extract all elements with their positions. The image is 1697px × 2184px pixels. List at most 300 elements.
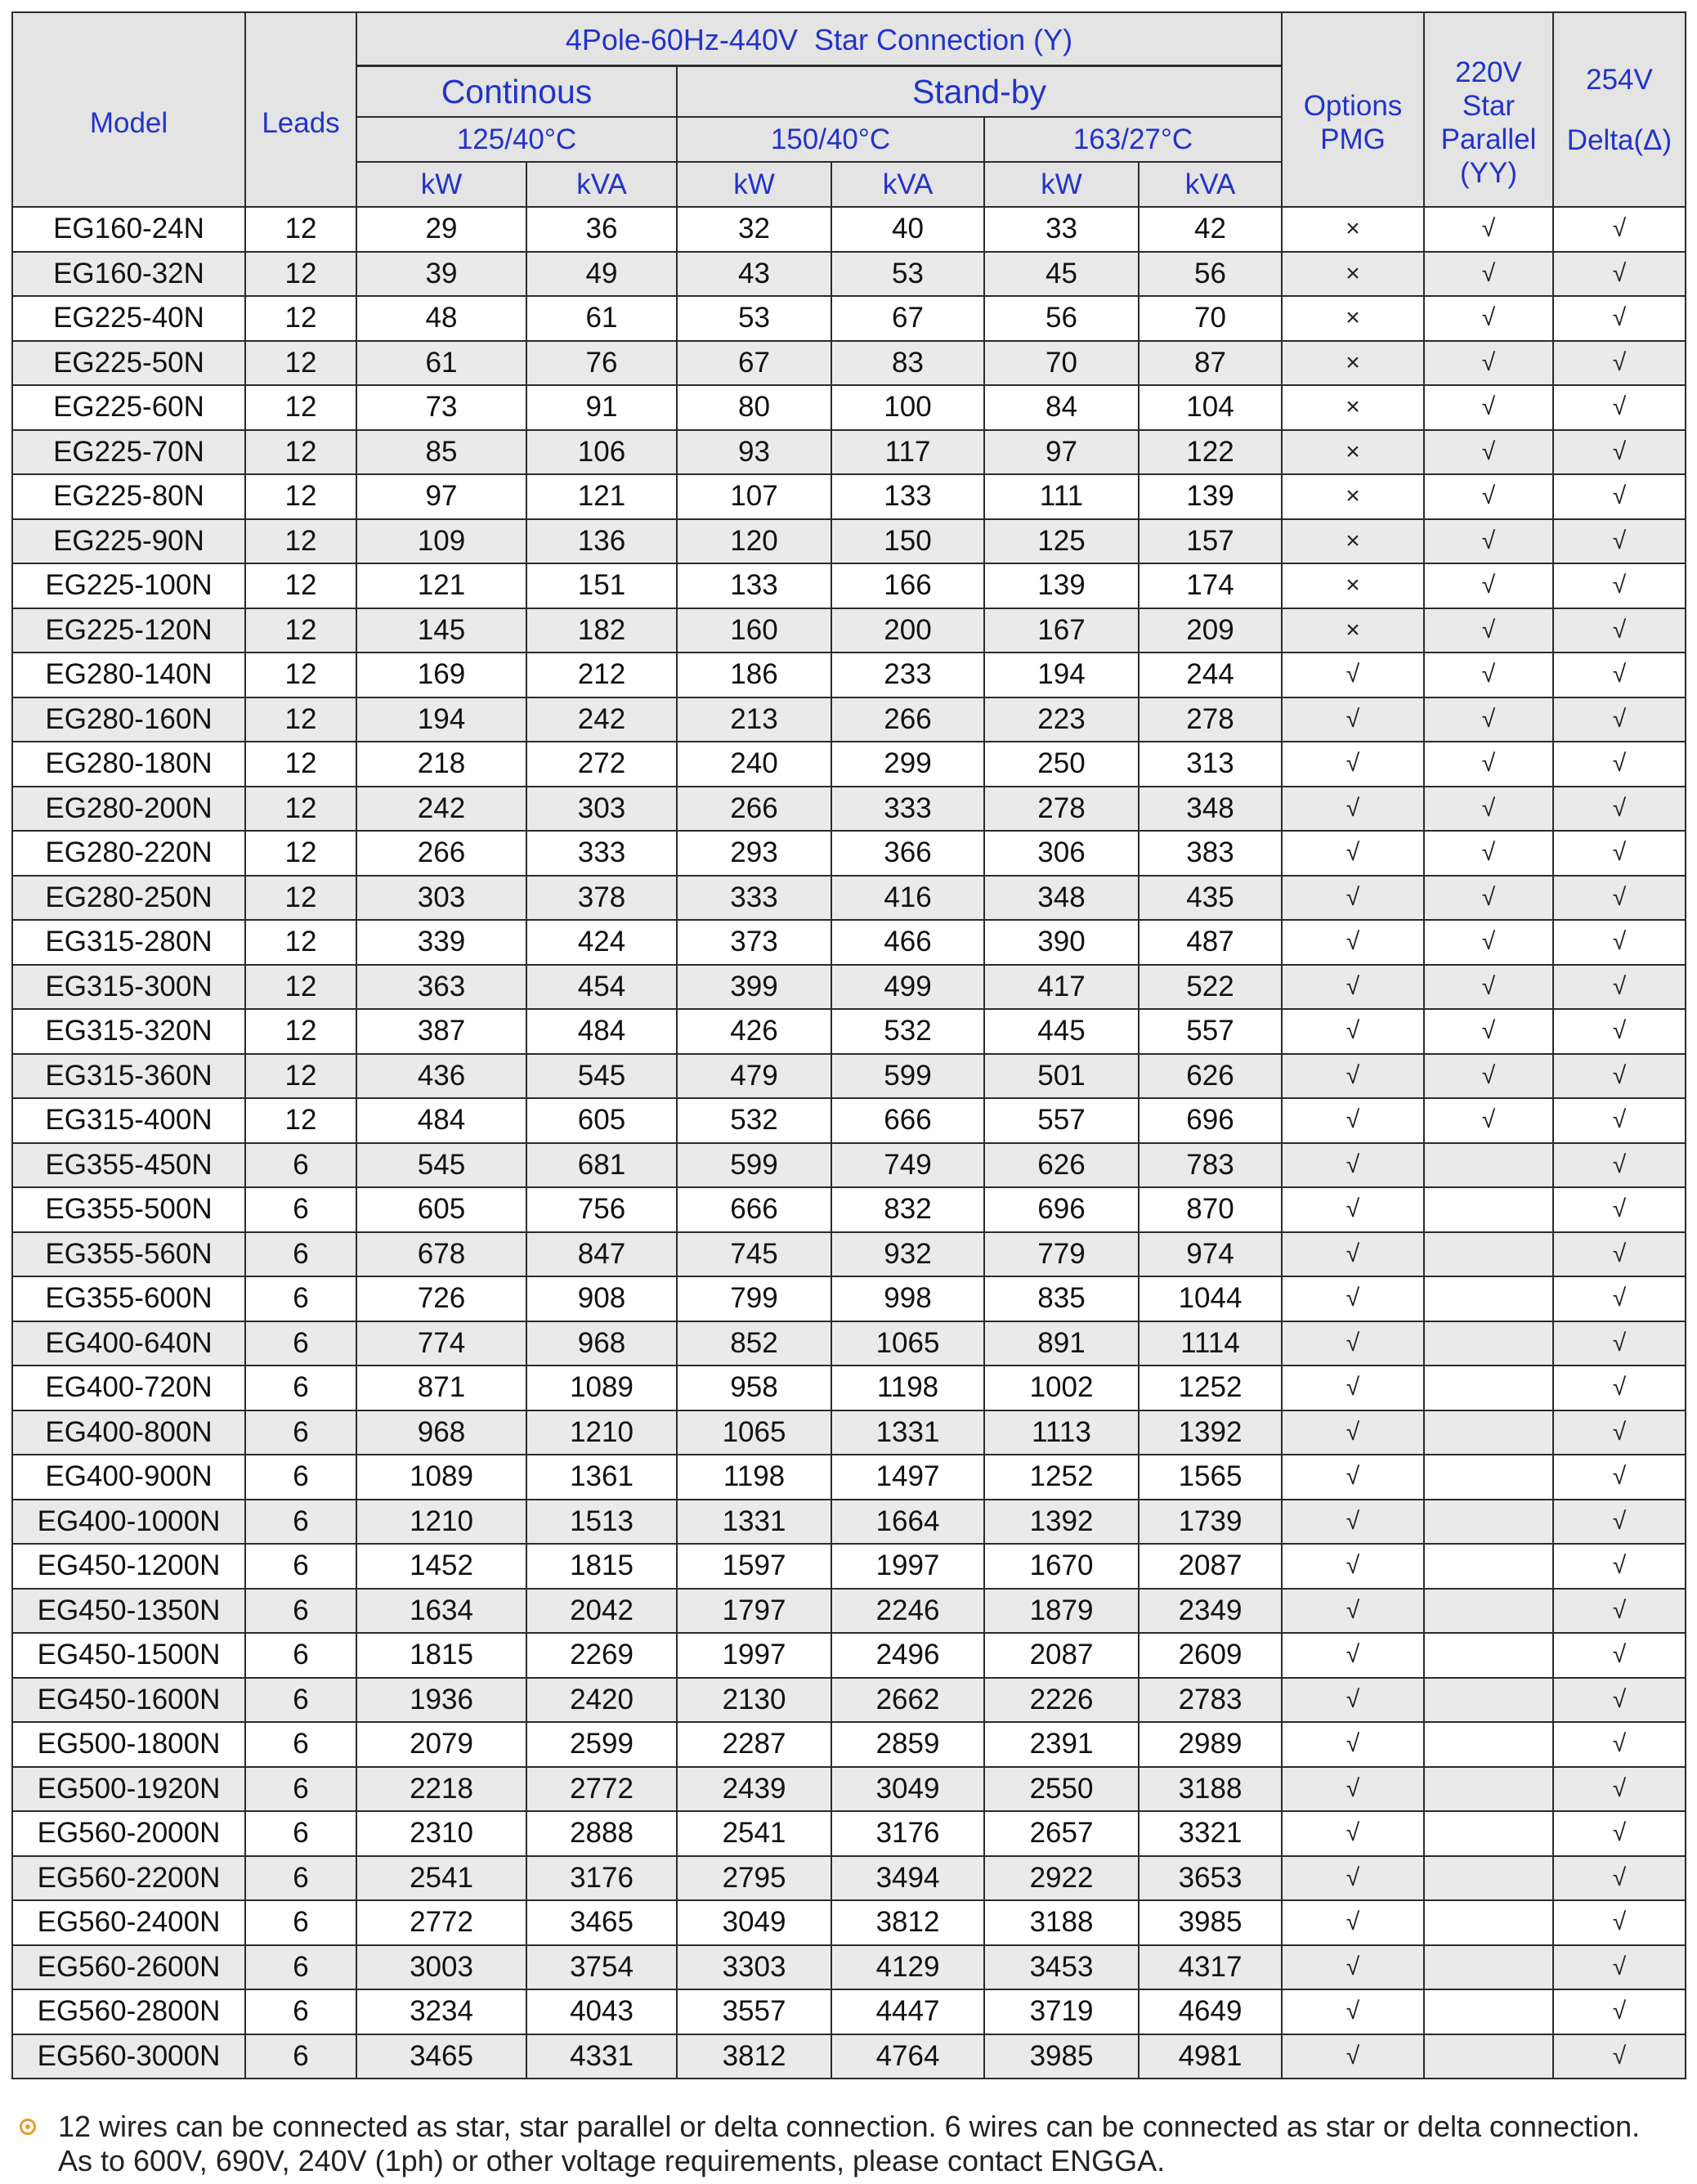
cell-model: EG450-1200N	[13, 1545, 244, 1588]
cell-standby-163-kw: 97	[985, 431, 1138, 474]
cell-standby-163-kva: 1252	[1140, 1366, 1281, 1410]
cell-standby-163-kva: 42	[1140, 208, 1281, 251]
cell-continuous-kva: 968	[527, 1322, 676, 1366]
cell-options-pmg: √	[1283, 1188, 1423, 1231]
cell-220v-star-parallel	[1425, 1990, 1552, 2034]
cell-continuous-kva: 378	[527, 877, 676, 920]
cell-254v-delta: √	[1554, 208, 1685, 251]
cell-options-pmg: ×	[1283, 297, 1423, 340]
cell-standby-150-kva: 67	[832, 297, 983, 340]
cell-options-pmg: ×	[1283, 386, 1423, 429]
cell-standby-150-kw: 67	[678, 342, 831, 385]
cell-standby-150-kva: 499	[832, 966, 983, 1009]
cell-continuous-kw: 363	[357, 966, 526, 1009]
cell-standby-150-kva: 299	[832, 742, 983, 786]
cell-options-pmg: √	[1283, 698, 1423, 742]
cell-options-pmg: ×	[1283, 431, 1423, 474]
cell-model: EG400-800N	[13, 1411, 244, 1455]
cell-continuous-kva: 333	[527, 832, 676, 875]
cell-254v-delta: √	[1554, 1946, 1685, 1989]
cell-standby-150-kva: 416	[832, 877, 983, 920]
cell-standby-163-kw: 33	[985, 208, 1138, 251]
cell-220v-star-parallel: √	[1425, 1099, 1552, 1142]
cell-leads: 12	[246, 653, 356, 697]
cell-leads: 12	[246, 475, 356, 518]
header-standby: Stand-by	[678, 67, 1281, 116]
cell-220v-star-parallel	[1425, 1455, 1552, 1499]
cell-options-pmg: √	[1283, 877, 1423, 920]
cell-standby-150-kva: 749	[832, 1144, 983, 1187]
cell-standby-163-kva: 4981	[1140, 2035, 1281, 2079]
cell-254v-delta: √	[1554, 698, 1685, 742]
cell-220v-star-parallel: √	[1425, 609, 1552, 653]
cell-continuous-kw: 871	[357, 1366, 526, 1410]
header-yy-label: (YY)	[1460, 157, 1517, 189]
spec-table	[11, 11, 1686, 2079]
cell-continuous-kw: 1210	[357, 1500, 526, 1544]
cell-standby-150-kw: 399	[678, 966, 831, 1009]
cell-options-pmg: ×	[1283, 609, 1423, 653]
cell-leads: 6	[246, 1768, 356, 1811]
cell-options-pmg: √	[1283, 1812, 1423, 1855]
footnote-line: 12 wires can be connected as star, star parallel or delta connection. 6 wires can be connected as star or delta connection.	[58, 2110, 1641, 2143]
cell-220v-star-parallel: √	[1425, 1010, 1552, 1053]
cell-standby-150-kva: 333	[832, 787, 983, 831]
cell-254v-delta: √	[1554, 1500, 1685, 1544]
cell-continuous-kw: 2218	[357, 1768, 526, 1811]
cell-standby-163-kva: 3188	[1140, 1768, 1281, 1811]
cell-model: EG560-2600N	[13, 1946, 244, 1989]
cell-model: EG280-250N	[13, 877, 244, 920]
cell-continuous-kw: 1815	[357, 1634, 526, 1677]
cell-continuous-kva: 847	[527, 1233, 676, 1276]
cell-standby-163-kw: 417	[985, 966, 1138, 1009]
cell-model: EG315-320N	[13, 1010, 244, 1053]
cell-standby-163-kw: 835	[985, 1277, 1138, 1321]
cell-standby-163-kva: 974	[1140, 1233, 1281, 1276]
cell-254v-delta: √	[1554, 609, 1685, 653]
cell-standby-163-kw: 1879	[985, 1590, 1138, 1633]
cell-continuous-kw: 73	[357, 386, 526, 429]
cell-model: EG400-900N	[13, 1455, 244, 1499]
cell-leads: 6	[246, 1188, 356, 1231]
cell-options-pmg: ×	[1283, 253, 1423, 296]
cell-standby-150-kva: 150	[832, 520, 983, 563]
cell-continuous-kva: 151	[527, 564, 676, 608]
cell-continuous-kva: 484	[527, 1010, 676, 1053]
cell-254v-delta: √	[1554, 1144, 1685, 1187]
cell-standby-163-kw: 1113	[985, 1411, 1138, 1455]
cell-leads: 6	[246, 2035, 356, 2079]
cell-continuous-kw: 1089	[357, 1455, 526, 1499]
header-continuous: Continous	[357, 67, 676, 116]
cell-model: EG225-90N	[13, 520, 244, 563]
cell-standby-163-kva: 2087	[1140, 1545, 1281, 1588]
cell-standby-150-kva: 3049	[832, 1768, 983, 1811]
cell-254v-delta: √	[1554, 1545, 1685, 1588]
cell-continuous-kw: 266	[357, 832, 526, 875]
cell-continuous-kw: 61	[357, 342, 526, 385]
cell-254v-delta: √	[1554, 1233, 1685, 1276]
cell-standby-150-kva: 1997	[832, 1545, 983, 1588]
cell-options-pmg: √	[1283, 787, 1423, 831]
cell-model: EG450-1350N	[13, 1590, 244, 1633]
cell-standby-150-kva: 40	[832, 208, 983, 251]
cell-continuous-kw: 3003	[357, 1946, 526, 1989]
cell-standby-163-kva: 4649	[1140, 1990, 1281, 2034]
cell-model: EG225-100N	[13, 564, 244, 608]
cell-leads: 6	[246, 1946, 356, 1989]
cell-leads: 12	[246, 787, 356, 831]
cell-standby-163-kva: 313	[1140, 742, 1281, 786]
header-220v-star-parallel	[1425, 13, 1552, 206]
cell-standby-150-kva: 83	[832, 342, 983, 385]
cell-standby-150-kw: 160	[678, 609, 831, 653]
header-220v-label: 220V	[1455, 56, 1522, 88]
cell-standby-163-kva: 244	[1140, 653, 1281, 697]
cell-continuous-kw: 169	[357, 653, 526, 697]
footnote	[58, 2110, 1640, 2178]
cell-continuous-kva: 756	[527, 1188, 676, 1231]
cell-continuous-kw: 145	[357, 609, 526, 653]
header-options-pmg	[1283, 13, 1423, 206]
cell-standby-163-kw: 139	[985, 564, 1138, 608]
cell-model: EG400-640N	[13, 1322, 244, 1366]
cell-continuous-kw: 2772	[357, 1901, 526, 1944]
cell-model: EG355-450N	[13, 1144, 244, 1187]
cell-continuous-kw: 303	[357, 877, 526, 920]
cell-220v-star-parallel	[1425, 1857, 1552, 1900]
cell-standby-163-kva: 557	[1140, 1010, 1281, 1053]
cell-254v-delta: √	[1554, 1812, 1685, 1855]
cell-options-pmg: √	[1283, 832, 1423, 875]
cell-220v-star-parallel	[1425, 1723, 1552, 1766]
cell-model: EG315-360N	[13, 1055, 244, 1098]
cell-model: EG315-280N	[13, 921, 244, 964]
cell-continuous-kw: 97	[357, 475, 526, 518]
cell-standby-150-kva: 366	[832, 832, 983, 875]
cell-standby-150-kw: 186	[678, 653, 831, 697]
cell-standby-163-kva: 2349	[1140, 1590, 1281, 1633]
cell-leads: 6	[246, 1455, 356, 1499]
cell-standby-163-kva: 487	[1140, 921, 1281, 964]
cell-continuous-kva: 424	[527, 921, 676, 964]
cell-continuous-kva: 1815	[527, 1545, 676, 1588]
cell-options-pmg: √	[1283, 1455, 1423, 1499]
cell-254v-delta: √	[1554, 1723, 1685, 1766]
cell-leads: 12	[246, 1010, 356, 1053]
cell-standby-150-kva: 599	[832, 1055, 983, 1098]
cell-continuous-kva: 106	[527, 431, 676, 474]
cell-220v-star-parallel	[1425, 1144, 1552, 1187]
cell-220v-star-parallel: √	[1425, 877, 1552, 920]
cell-standby-150-kva: 3812	[832, 1901, 983, 1944]
cell-254v-delta: √	[1554, 342, 1685, 385]
cell-standby-163-kva: 56	[1140, 253, 1281, 296]
cell-model: EG355-600N	[13, 1277, 244, 1321]
cell-continuous-kw: 109	[357, 520, 526, 563]
cell-standby-163-kva: 626	[1140, 1055, 1281, 1098]
cell-254v-delta: √	[1554, 1768, 1685, 1811]
cell-standby-163-kw: 501	[985, 1055, 1138, 1098]
cell-continuous-kva: 76	[527, 342, 676, 385]
cell-model: EG225-40N	[13, 297, 244, 340]
cell-standby-163-kva: 3985	[1140, 1901, 1281, 1944]
cell-standby-150-kva: 4447	[832, 1990, 983, 2034]
cell-standby-163-kva: 278	[1140, 698, 1281, 742]
cell-leads: 12	[246, 564, 356, 608]
cell-254v-delta: √	[1554, 1099, 1685, 1142]
cell-220v-star-parallel	[1425, 1634, 1552, 1677]
cell-continuous-kw: 484	[357, 1099, 526, 1142]
cell-standby-150-kva: 233	[832, 653, 983, 697]
cell-standby-150-kw: 532	[678, 1099, 831, 1142]
cell-standby-163-kva: 87	[1140, 342, 1281, 385]
cell-leads: 12	[246, 966, 356, 1009]
cell-leads: 12	[246, 832, 356, 875]
cell-standby-150-kva: 2496	[832, 1634, 983, 1677]
cell-standby-163-kw: 2087	[985, 1634, 1138, 1677]
cell-standby-163-kw: 348	[985, 877, 1138, 920]
cell-leads: 12	[246, 386, 356, 429]
header-254v-delta	[1554, 13, 1685, 206]
cell-standby-150-kw: 1597	[678, 1545, 831, 1588]
cell-continuous-kw: 678	[357, 1233, 526, 1276]
cell-leads: 6	[246, 1411, 356, 1455]
cell-standby-150-kva: 1331	[832, 1411, 983, 1455]
cell-220v-star-parallel	[1425, 1679, 1552, 1722]
cell-220v-star-parallel	[1425, 1768, 1552, 1811]
cell-254v-delta: √	[1554, 877, 1685, 920]
cell-standby-150-kw: 3049	[678, 1901, 831, 1944]
cell-standby-150-kw: 266	[678, 787, 831, 831]
cell-254v-delta: √	[1554, 1679, 1685, 1722]
cell-continuous-kw: 387	[357, 1010, 526, 1053]
cell-standby-150-kw: 107	[678, 475, 831, 518]
cell-continuous-kva: 3465	[527, 1901, 676, 1944]
cell-model: EG560-2800N	[13, 1990, 244, 2034]
cell-220v-star-parallel: √	[1425, 921, 1552, 964]
cell-254v-delta: √	[1554, 832, 1685, 875]
cell-standby-163-kva: 104	[1140, 386, 1281, 429]
cell-model: EG560-2200N	[13, 1857, 244, 1900]
cell-leads: 6	[246, 1500, 356, 1544]
cell-220v-star-parallel	[1425, 1366, 1552, 1410]
cell-standby-163-kw: 3985	[985, 2035, 1138, 2079]
cell-options-pmg: √	[1283, 1277, 1423, 1321]
cell-standby-150-kva: 932	[832, 1233, 983, 1276]
cell-continuous-kva: 121	[527, 475, 676, 518]
cell-254v-delta: √	[1554, 1455, 1685, 1499]
cell-standby-150-kva: 2662	[832, 1679, 983, 1722]
cell-leads: 12	[246, 342, 356, 385]
cell-standby-163-kw: 779	[985, 1233, 1138, 1276]
header-delta-label: Delta(Δ)	[1566, 123, 1672, 156]
cell-standby-163-kw: 306	[985, 832, 1138, 875]
cell-options-pmg: √	[1283, 1099, 1423, 1142]
cell-options-pmg: √	[1283, 1322, 1423, 1366]
header-model: Model	[13, 13, 244, 206]
cell-continuous-kva: 908	[527, 1277, 676, 1321]
header-unit-kva: kVA	[832, 163, 983, 206]
cell-options-pmg: √	[1283, 1723, 1423, 1766]
cell-standby-150-kva: 832	[832, 1188, 983, 1231]
cell-standby-150-kva: 2246	[832, 1590, 983, 1633]
cell-254v-delta: √	[1554, 431, 1685, 474]
cell-220v-star-parallel	[1425, 2035, 1552, 2079]
cell-leads: 12	[246, 297, 356, 340]
cell-model: EG280-160N	[13, 698, 244, 742]
cell-options-pmg: √	[1283, 1055, 1423, 1098]
cell-leads: 6	[246, 1812, 356, 1855]
cell-continuous-kva: 91	[527, 386, 676, 429]
cell-standby-163-kw: 111	[985, 475, 1138, 518]
cell-standby-163-kva: 139	[1140, 475, 1281, 518]
cell-standby-163-kva: 2783	[1140, 1679, 1281, 1722]
header-unit-kw: kW	[357, 163, 526, 206]
cell-standby-150-kw: 213	[678, 698, 831, 742]
cell-254v-delta: √	[1554, 1188, 1685, 1231]
cell-model: EG450-1500N	[13, 1634, 244, 1677]
cell-standby-150-kw: 2287	[678, 1723, 831, 1766]
cell-standby-163-kva: 1739	[1140, 1500, 1281, 1544]
cell-standby-150-kw: 2439	[678, 1768, 831, 1811]
cell-continuous-kw: 1452	[357, 1545, 526, 1588]
cell-standby-150-kva: 466	[832, 921, 983, 964]
cell-standby-163-kw: 56	[985, 297, 1138, 340]
cell-continuous-kw: 2310	[357, 1812, 526, 1855]
cell-continuous-kva: 136	[527, 520, 676, 563]
cell-model: EG560-2400N	[13, 1901, 244, 1944]
cell-options-pmg: √	[1283, 921, 1423, 964]
cell-options-pmg: √	[1283, 1634, 1423, 1677]
cell-continuous-kw: 29	[357, 208, 526, 251]
cell-model: EG225-70N	[13, 431, 244, 474]
cell-standby-150-kw: 120	[678, 520, 831, 563]
cell-standby-150-kva: 1664	[832, 1500, 983, 1544]
cell-254v-delta: √	[1554, 787, 1685, 831]
cell-continuous-kva: 272	[527, 742, 676, 786]
cell-standby-163-kva: 2989	[1140, 1723, 1281, 1766]
cell-leads: 12	[246, 520, 356, 563]
cell-standby-150-kw: 1198	[678, 1455, 831, 1499]
cell-standby-150-kw: 958	[678, 1366, 831, 1410]
cell-model: EG355-560N	[13, 1233, 244, 1276]
cell-options-pmg: √	[1283, 1901, 1423, 1944]
cell-standby-150-kw: 599	[678, 1144, 831, 1187]
header-unit-kva: kVA	[527, 163, 676, 206]
cell-standby-150-kva: 3494	[832, 1857, 983, 1900]
cell-continuous-kva: 2420	[527, 1679, 676, 1722]
cell-continuous-kva: 1089	[527, 1366, 676, 1410]
cell-standby-163-kw: 3188	[985, 1901, 1138, 1944]
cell-220v-star-parallel: √	[1425, 208, 1552, 251]
cell-standby-163-kw: 891	[985, 1322, 1138, 1366]
cell-continuous-kw: 39	[357, 253, 526, 296]
cell-continuous-kva: 212	[527, 653, 676, 697]
cell-leads: 6	[246, 1990, 356, 2034]
cell-leads: 12	[246, 253, 356, 296]
cell-continuous-kva: 545	[527, 1055, 676, 1098]
cell-model: EG160-24N	[13, 208, 244, 251]
header-unit-kva: kVA	[1140, 163, 1281, 206]
cell-options-pmg: √	[1283, 2035, 1423, 2079]
cell-leads: 12	[246, 431, 356, 474]
cell-standby-163-kw: 167	[985, 609, 1138, 653]
cell-standby-150-kva: 200	[832, 609, 983, 653]
cell-254v-delta: √	[1554, 564, 1685, 608]
cell-254v-delta: √	[1554, 1634, 1685, 1677]
cell-standby-163-kva: 2609	[1140, 1634, 1281, 1677]
cell-model: EG560-2000N	[13, 1812, 244, 1855]
cell-standby-150-kva: 4129	[832, 1946, 983, 1989]
cell-leads: 12	[246, 208, 356, 251]
cell-model: EG315-300N	[13, 966, 244, 1009]
cell-220v-star-parallel	[1425, 1946, 1552, 1989]
cell-220v-star-parallel: √	[1425, 253, 1552, 296]
cell-standby-150-kw: 333	[678, 877, 831, 920]
cell-220v-star-parallel	[1425, 1322, 1552, 1366]
cell-standby-150-kva: 117	[832, 431, 983, 474]
cell-leads: 12	[246, 698, 356, 742]
cell-220v-star-parallel: √	[1425, 653, 1552, 697]
cell-220v-star-parallel	[1425, 1233, 1552, 1276]
cell-standby-163-kva: 696	[1140, 1099, 1281, 1142]
cell-standby-150-kw: 3557	[678, 1990, 831, 2034]
cell-options-pmg: √	[1283, 1233, 1423, 1276]
cell-continuous-kw: 774	[357, 1322, 526, 1366]
cell-continuous-kva: 4043	[527, 1990, 676, 2034]
cell-standby-163-kw: 2657	[985, 1812, 1138, 1855]
cell-continuous-kw: 545	[357, 1144, 526, 1187]
cell-standby-163-kw: 250	[985, 742, 1138, 786]
cell-220v-star-parallel	[1425, 1545, 1552, 1588]
cell-254v-delta: √	[1554, 742, 1685, 786]
cell-standby-150-kw: 1331	[678, 1500, 831, 1544]
footnote-line: As to 600V, 690V, 240V (1ph) or other voltage requirements, please contact ENGGA.	[58, 2144, 1166, 2177]
cell-220v-star-parallel: √	[1425, 386, 1552, 429]
cell-options-pmg: √	[1283, 742, 1423, 786]
cell-leads: 6	[246, 1723, 356, 1766]
cell-standby-163-kva: 348	[1140, 787, 1281, 831]
cell-standby-150-kva: 1065	[832, 1322, 983, 1366]
header-parallel-label: Parallel	[1440, 123, 1537, 155]
cell-254v-delta: √	[1554, 520, 1685, 563]
cell-leads: 6	[246, 1322, 356, 1366]
cell-continuous-kw: 3465	[357, 2035, 526, 2079]
cell-leads: 12	[246, 742, 356, 786]
cell-220v-star-parallel: √	[1425, 342, 1552, 385]
cell-model: EG355-500N	[13, 1188, 244, 1231]
cell-220v-star-parallel	[1425, 1500, 1552, 1544]
cell-standby-150-kva: 1497	[832, 1455, 983, 1499]
header-continuous-rating: 125/40°C	[357, 118, 676, 161]
cell-220v-star-parallel	[1425, 1411, 1552, 1455]
header-star-label: Star	[1462, 90, 1516, 122]
cell-standby-163-kw: 2226	[985, 1679, 1138, 1722]
cell-continuous-kva: 36	[527, 208, 676, 251]
cell-standby-163-kw: 125	[985, 520, 1138, 563]
cell-220v-star-parallel	[1425, 1590, 1552, 1633]
cell-254v-delta: √	[1554, 1010, 1685, 1053]
cell-model: EG315-400N	[13, 1099, 244, 1142]
cell-model: EG400-720N	[13, 1366, 244, 1410]
cell-standby-163-kva: 174	[1140, 564, 1281, 608]
cell-standby-150-kw: 799	[678, 1277, 831, 1321]
cell-254v-delta: √	[1554, 1857, 1685, 1900]
cell-standby-163-kw: 84	[985, 386, 1138, 429]
cell-continuous-kw: 85	[357, 431, 526, 474]
